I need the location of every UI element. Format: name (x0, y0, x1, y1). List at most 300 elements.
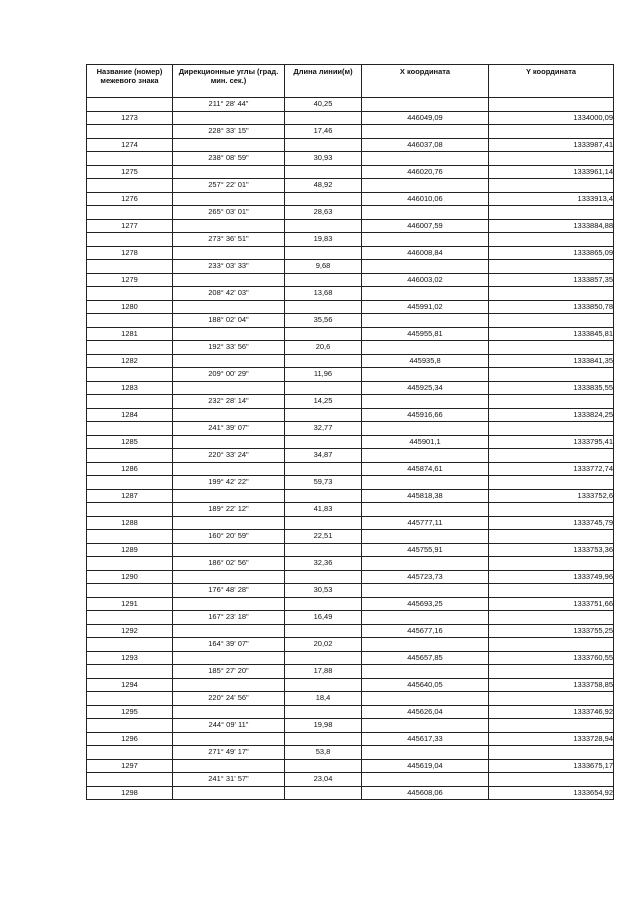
cell-y: 1333755,25 (489, 624, 614, 638)
table-row (87, 705, 614, 719)
cell-length (285, 138, 362, 152)
cell-length: 30,53 (285, 584, 362, 598)
cell-length (285, 192, 362, 206)
cell-y: 1333753,36 (489, 543, 614, 557)
cell-name: 1282 (87, 354, 173, 368)
cell-name: 1279 (87, 273, 173, 287)
cell-y (489, 260, 614, 274)
cell-angle (173, 408, 285, 422)
cell-y (489, 719, 614, 733)
cell-angle: 244° 09' 11" (173, 719, 285, 733)
cell-x: 445693,25 (362, 597, 489, 611)
header-y: Y координата (489, 65, 614, 98)
cell-length (285, 651, 362, 665)
cell-length: 53,8 (285, 746, 362, 760)
cell-angle: 188° 02' 04" (173, 314, 285, 328)
cell-x: 445755,91 (362, 543, 489, 557)
table-row (87, 314, 614, 328)
cell-length: 20,6 (285, 341, 362, 355)
cell-angle (173, 273, 285, 287)
cell-y (489, 314, 614, 328)
table-row (87, 179, 614, 193)
cell-length: 34,87 (285, 449, 362, 463)
table-header-row (87, 65, 614, 98)
cell-x (362, 638, 489, 652)
cell-y: 1333752,6 (489, 489, 614, 503)
cell-x: 445916,66 (362, 408, 489, 422)
cell-y: 1333841,35 (489, 354, 614, 368)
cell-length (285, 678, 362, 692)
cell-name: 1277 (87, 219, 173, 233)
cell-angle (173, 462, 285, 476)
cell-y (489, 179, 614, 193)
cell-length (285, 273, 362, 287)
cell-name (87, 584, 173, 598)
cell-y (489, 476, 614, 490)
table-row (87, 260, 614, 274)
cell-angle (173, 516, 285, 530)
cell-length: 19,83 (285, 233, 362, 247)
cell-angle (173, 192, 285, 206)
cell-length (285, 408, 362, 422)
table-row (87, 678, 614, 692)
cell-name (87, 422, 173, 436)
cell-y: 1333749,96 (489, 570, 614, 584)
cell-x (362, 368, 489, 382)
cell-angle: 176° 48' 28" (173, 584, 285, 598)
table-row (87, 489, 614, 503)
cell-y: 1334000,09 (489, 111, 614, 125)
cell-length: 30,93 (285, 152, 362, 166)
table-row (87, 719, 614, 733)
cell-y (489, 611, 614, 625)
cell-length (285, 516, 362, 530)
cell-x (362, 557, 489, 571)
cell-angle (173, 381, 285, 395)
cell-y (489, 665, 614, 679)
cell-name (87, 368, 173, 382)
table-row (87, 368, 614, 382)
cell-y: 1333865,09 (489, 246, 614, 260)
cell-x (362, 314, 489, 328)
cell-length (285, 624, 362, 638)
cell-length: 18,4 (285, 692, 362, 706)
cell-name: 1285 (87, 435, 173, 449)
table-row (87, 665, 614, 679)
cell-y (489, 395, 614, 409)
cell-angle (173, 570, 285, 584)
cell-y (489, 287, 614, 301)
cell-name: 1298 (87, 786, 173, 800)
cell-x (362, 503, 489, 517)
cell-angle: 209° 00' 29" (173, 368, 285, 382)
cell-x: 445818,38 (362, 489, 489, 503)
cell-y: 1333987,41 (489, 138, 614, 152)
table-row (87, 746, 614, 760)
cell-x: 445677,16 (362, 624, 489, 638)
cell-angle: 167° 23' 18" (173, 611, 285, 625)
table-row (87, 624, 614, 638)
table-row (87, 354, 614, 368)
cell-x: 445619,04 (362, 759, 489, 773)
cell-name: 1297 (87, 759, 173, 773)
cell-name: 1295 (87, 705, 173, 719)
cell-y (489, 530, 614, 544)
cell-name: 1278 (87, 246, 173, 260)
cell-name (87, 530, 173, 544)
cell-y: 1333758,85 (489, 678, 614, 692)
cell-name (87, 665, 173, 679)
table-row (87, 152, 614, 166)
table-row (87, 341, 614, 355)
cell-y (489, 152, 614, 166)
cell-x: 445657,85 (362, 651, 489, 665)
cell-name (87, 476, 173, 490)
cell-y (489, 125, 614, 139)
cell-length (285, 570, 362, 584)
cell-x: 445723,73 (362, 570, 489, 584)
table-row (87, 408, 614, 422)
cell-angle: 273° 36' 51" (173, 233, 285, 247)
cell-x (362, 422, 489, 436)
cell-x: 445925,34 (362, 381, 489, 395)
cell-angle (173, 624, 285, 638)
table-row (87, 395, 614, 409)
boundary-coordinates-table (86, 64, 614, 800)
cell-name: 1293 (87, 651, 173, 665)
cell-length: 17,46 (285, 125, 362, 139)
cell-name: 1292 (87, 624, 173, 638)
cell-x: 446003,02 (362, 273, 489, 287)
header-angle: Дирекционные углы (град. мин. сек.) (173, 65, 285, 98)
cell-angle (173, 489, 285, 503)
cell-y: 1333745,79 (489, 516, 614, 530)
cell-angle: 208° 42' 03" (173, 287, 285, 301)
cell-length (285, 462, 362, 476)
table-row (87, 732, 614, 746)
cell-length: 19,98 (285, 719, 362, 733)
cell-name (87, 152, 173, 166)
cell-y: 1333728,94 (489, 732, 614, 746)
cell-angle (173, 327, 285, 341)
table-row (87, 449, 614, 463)
cell-length (285, 300, 362, 314)
cell-name (87, 503, 173, 517)
cell-angle: 160° 20' 59" (173, 530, 285, 544)
cell-name: 1280 (87, 300, 173, 314)
table-row (87, 192, 614, 206)
cell-name (87, 719, 173, 733)
cell-length (285, 786, 362, 800)
cell-name (87, 638, 173, 652)
cell-y: 1333795,41 (489, 435, 614, 449)
cell-x (362, 260, 489, 274)
cell-x (362, 476, 489, 490)
cell-x: 445640,05 (362, 678, 489, 692)
cell-x (362, 584, 489, 598)
cell-length: 28,63 (285, 206, 362, 220)
cell-length (285, 597, 362, 611)
cell-angle: 257° 22' 01" (173, 179, 285, 193)
cell-name: 1286 (87, 462, 173, 476)
cell-angle: 271° 49' 17" (173, 746, 285, 760)
cell-length (285, 435, 362, 449)
cell-angle (173, 678, 285, 692)
table-row (87, 435, 614, 449)
cell-name (87, 287, 173, 301)
cell-angle (173, 543, 285, 557)
table-row (87, 759, 614, 773)
cell-angle (173, 354, 285, 368)
cell-angle: 199° 42' 22" (173, 476, 285, 490)
cell-x (362, 233, 489, 247)
cell-name (87, 611, 173, 625)
cell-x (362, 395, 489, 409)
cell-angle (173, 732, 285, 746)
header-name: Название (номер) межевого знака (87, 65, 173, 98)
cell-length (285, 165, 362, 179)
cell-length (285, 354, 362, 368)
cell-angle (173, 597, 285, 611)
table-row (87, 246, 614, 260)
cell-length (285, 381, 362, 395)
table-row (87, 287, 614, 301)
cell-y (489, 449, 614, 463)
cell-x: 445935,8 (362, 354, 489, 368)
cell-y: 1333913,4 (489, 192, 614, 206)
table-row (87, 125, 614, 139)
cell-angle (173, 219, 285, 233)
cell-length: 9,68 (285, 260, 362, 274)
cell-x: 445874,61 (362, 462, 489, 476)
cell-x (362, 773, 489, 787)
table-row (87, 530, 614, 544)
cell-length: 41,83 (285, 503, 362, 517)
cell-angle (173, 300, 285, 314)
cell-x (362, 152, 489, 166)
cell-x: 446037,08 (362, 138, 489, 152)
cell-angle: 228° 33' 15" (173, 125, 285, 139)
cell-length (285, 489, 362, 503)
cell-angle (173, 759, 285, 773)
cell-length: 22,51 (285, 530, 362, 544)
cell-angle: 211° 28' 44" (173, 98, 285, 112)
cell-x: 446007,59 (362, 219, 489, 233)
cell-x: 446020,76 (362, 165, 489, 179)
cell-length: 59,73 (285, 476, 362, 490)
cell-x (362, 179, 489, 193)
cell-name (87, 179, 173, 193)
cell-y: 1333654,92 (489, 786, 614, 800)
cell-angle: 186° 02' 56" (173, 557, 285, 571)
cell-angle (173, 165, 285, 179)
table-row (87, 543, 614, 557)
cell-name: 1283 (87, 381, 173, 395)
cell-length: 32,77 (285, 422, 362, 436)
table-row (87, 651, 614, 665)
cell-angle (173, 651, 285, 665)
cell-y: 1333850,78 (489, 300, 614, 314)
cell-name: 1296 (87, 732, 173, 746)
cell-length: 48,92 (285, 179, 362, 193)
cell-name: 1274 (87, 138, 173, 152)
cell-angle: 220° 33' 24" (173, 449, 285, 463)
cell-name (87, 746, 173, 760)
cell-x (362, 287, 489, 301)
cell-y (489, 206, 614, 220)
cell-x (362, 449, 489, 463)
cell-y (489, 368, 614, 382)
cell-y: 1333760,55 (489, 651, 614, 665)
cell-x: 446049,09 (362, 111, 489, 125)
cell-name (87, 206, 173, 220)
cell-name (87, 773, 173, 787)
cell-name: 1290 (87, 570, 173, 584)
cell-x: 445901,1 (362, 435, 489, 449)
cell-name (87, 341, 173, 355)
cell-length: 35,56 (285, 314, 362, 328)
cell-y: 1333845,81 (489, 327, 614, 341)
cell-angle (173, 246, 285, 260)
cell-y: 1333772,74 (489, 462, 614, 476)
cell-x (362, 746, 489, 760)
table-row (87, 165, 614, 179)
cell-y (489, 233, 614, 247)
table-body (87, 98, 614, 800)
cell-angle: 185° 27' 20" (173, 665, 285, 679)
table-row (87, 422, 614, 436)
cell-y (489, 503, 614, 517)
cell-y (489, 692, 614, 706)
cell-length: 16,49 (285, 611, 362, 625)
cell-name: 1276 (87, 192, 173, 206)
cell-angle: 164° 39' 07" (173, 638, 285, 652)
cell-name: 1291 (87, 597, 173, 611)
cell-x: 446010,06 (362, 192, 489, 206)
cell-angle: 189° 22' 12" (173, 503, 285, 517)
cell-length: 20,02 (285, 638, 362, 652)
cell-angle (173, 786, 285, 800)
table-row (87, 98, 614, 112)
cell-name: 1287 (87, 489, 173, 503)
cell-name (87, 98, 173, 112)
cell-x: 445617,33 (362, 732, 489, 746)
table-row (87, 597, 614, 611)
table-row (87, 219, 614, 233)
cell-angle: 232° 28' 14" (173, 395, 285, 409)
cell-name (87, 233, 173, 247)
cell-x (362, 611, 489, 625)
cell-length (285, 732, 362, 746)
cell-y: 1333835,55 (489, 381, 614, 395)
cell-angle (173, 435, 285, 449)
cell-length (285, 219, 362, 233)
table-row (87, 273, 614, 287)
cell-length: 23,04 (285, 773, 362, 787)
cell-angle (173, 138, 285, 152)
cell-name: 1284 (87, 408, 173, 422)
table-row (87, 300, 614, 314)
cell-y: 1333746,92 (489, 705, 614, 719)
cell-x (362, 530, 489, 544)
cell-name (87, 692, 173, 706)
cell-length (285, 543, 362, 557)
table-row (87, 557, 614, 571)
cell-length: 32,36 (285, 557, 362, 571)
cell-name (87, 395, 173, 409)
cell-angle (173, 705, 285, 719)
table-row (87, 692, 614, 706)
cell-y: 1333857,35 (489, 273, 614, 287)
cell-x (362, 341, 489, 355)
cell-angle (173, 111, 285, 125)
cell-x: 445955,81 (362, 327, 489, 341)
cell-y: 1333751,66 (489, 597, 614, 611)
cell-x (362, 98, 489, 112)
cell-name: 1275 (87, 165, 173, 179)
cell-x: 445608,06 (362, 786, 489, 800)
cell-angle: 220° 24' 56" (173, 692, 285, 706)
cell-length (285, 246, 362, 260)
cell-name: 1281 (87, 327, 173, 341)
cell-y (489, 638, 614, 652)
cell-y (489, 98, 614, 112)
cell-angle: 238° 08' 59" (173, 152, 285, 166)
cell-y (489, 557, 614, 571)
cell-name (87, 449, 173, 463)
cell-x (362, 692, 489, 706)
cell-length: 11,96 (285, 368, 362, 382)
cell-y (489, 584, 614, 598)
cell-name (87, 314, 173, 328)
table-row (87, 327, 614, 341)
cell-name: 1273 (87, 111, 173, 125)
table-row (87, 786, 614, 800)
cell-x (362, 125, 489, 139)
cell-name (87, 557, 173, 571)
cell-y (489, 746, 614, 760)
table-row (87, 476, 614, 490)
cell-name: 1289 (87, 543, 173, 557)
table-row (87, 611, 614, 625)
cell-length: 17,88 (285, 665, 362, 679)
cell-x: 446008,84 (362, 246, 489, 260)
cell-y (489, 422, 614, 436)
cell-length (285, 759, 362, 773)
cell-angle: 265° 03' 01" (173, 206, 285, 220)
cell-length (285, 111, 362, 125)
table-row (87, 570, 614, 584)
cell-y: 1333961,14 (489, 165, 614, 179)
table-row (87, 503, 614, 517)
table-row (87, 584, 614, 598)
cell-y (489, 341, 614, 355)
cell-length (285, 327, 362, 341)
cell-y: 1333824,25 (489, 408, 614, 422)
header-x: X координата (362, 65, 489, 98)
cell-length: 14,25 (285, 395, 362, 409)
table-row (87, 138, 614, 152)
cell-x: 445991,02 (362, 300, 489, 314)
cell-x: 445626,04 (362, 705, 489, 719)
cell-length: 40,25 (285, 98, 362, 112)
table-row (87, 111, 614, 125)
header-length: Длина линии(м) (285, 65, 362, 98)
table-row (87, 381, 614, 395)
cell-x (362, 719, 489, 733)
cell-angle: 192° 33' 56" (173, 341, 285, 355)
cell-name (87, 260, 173, 274)
